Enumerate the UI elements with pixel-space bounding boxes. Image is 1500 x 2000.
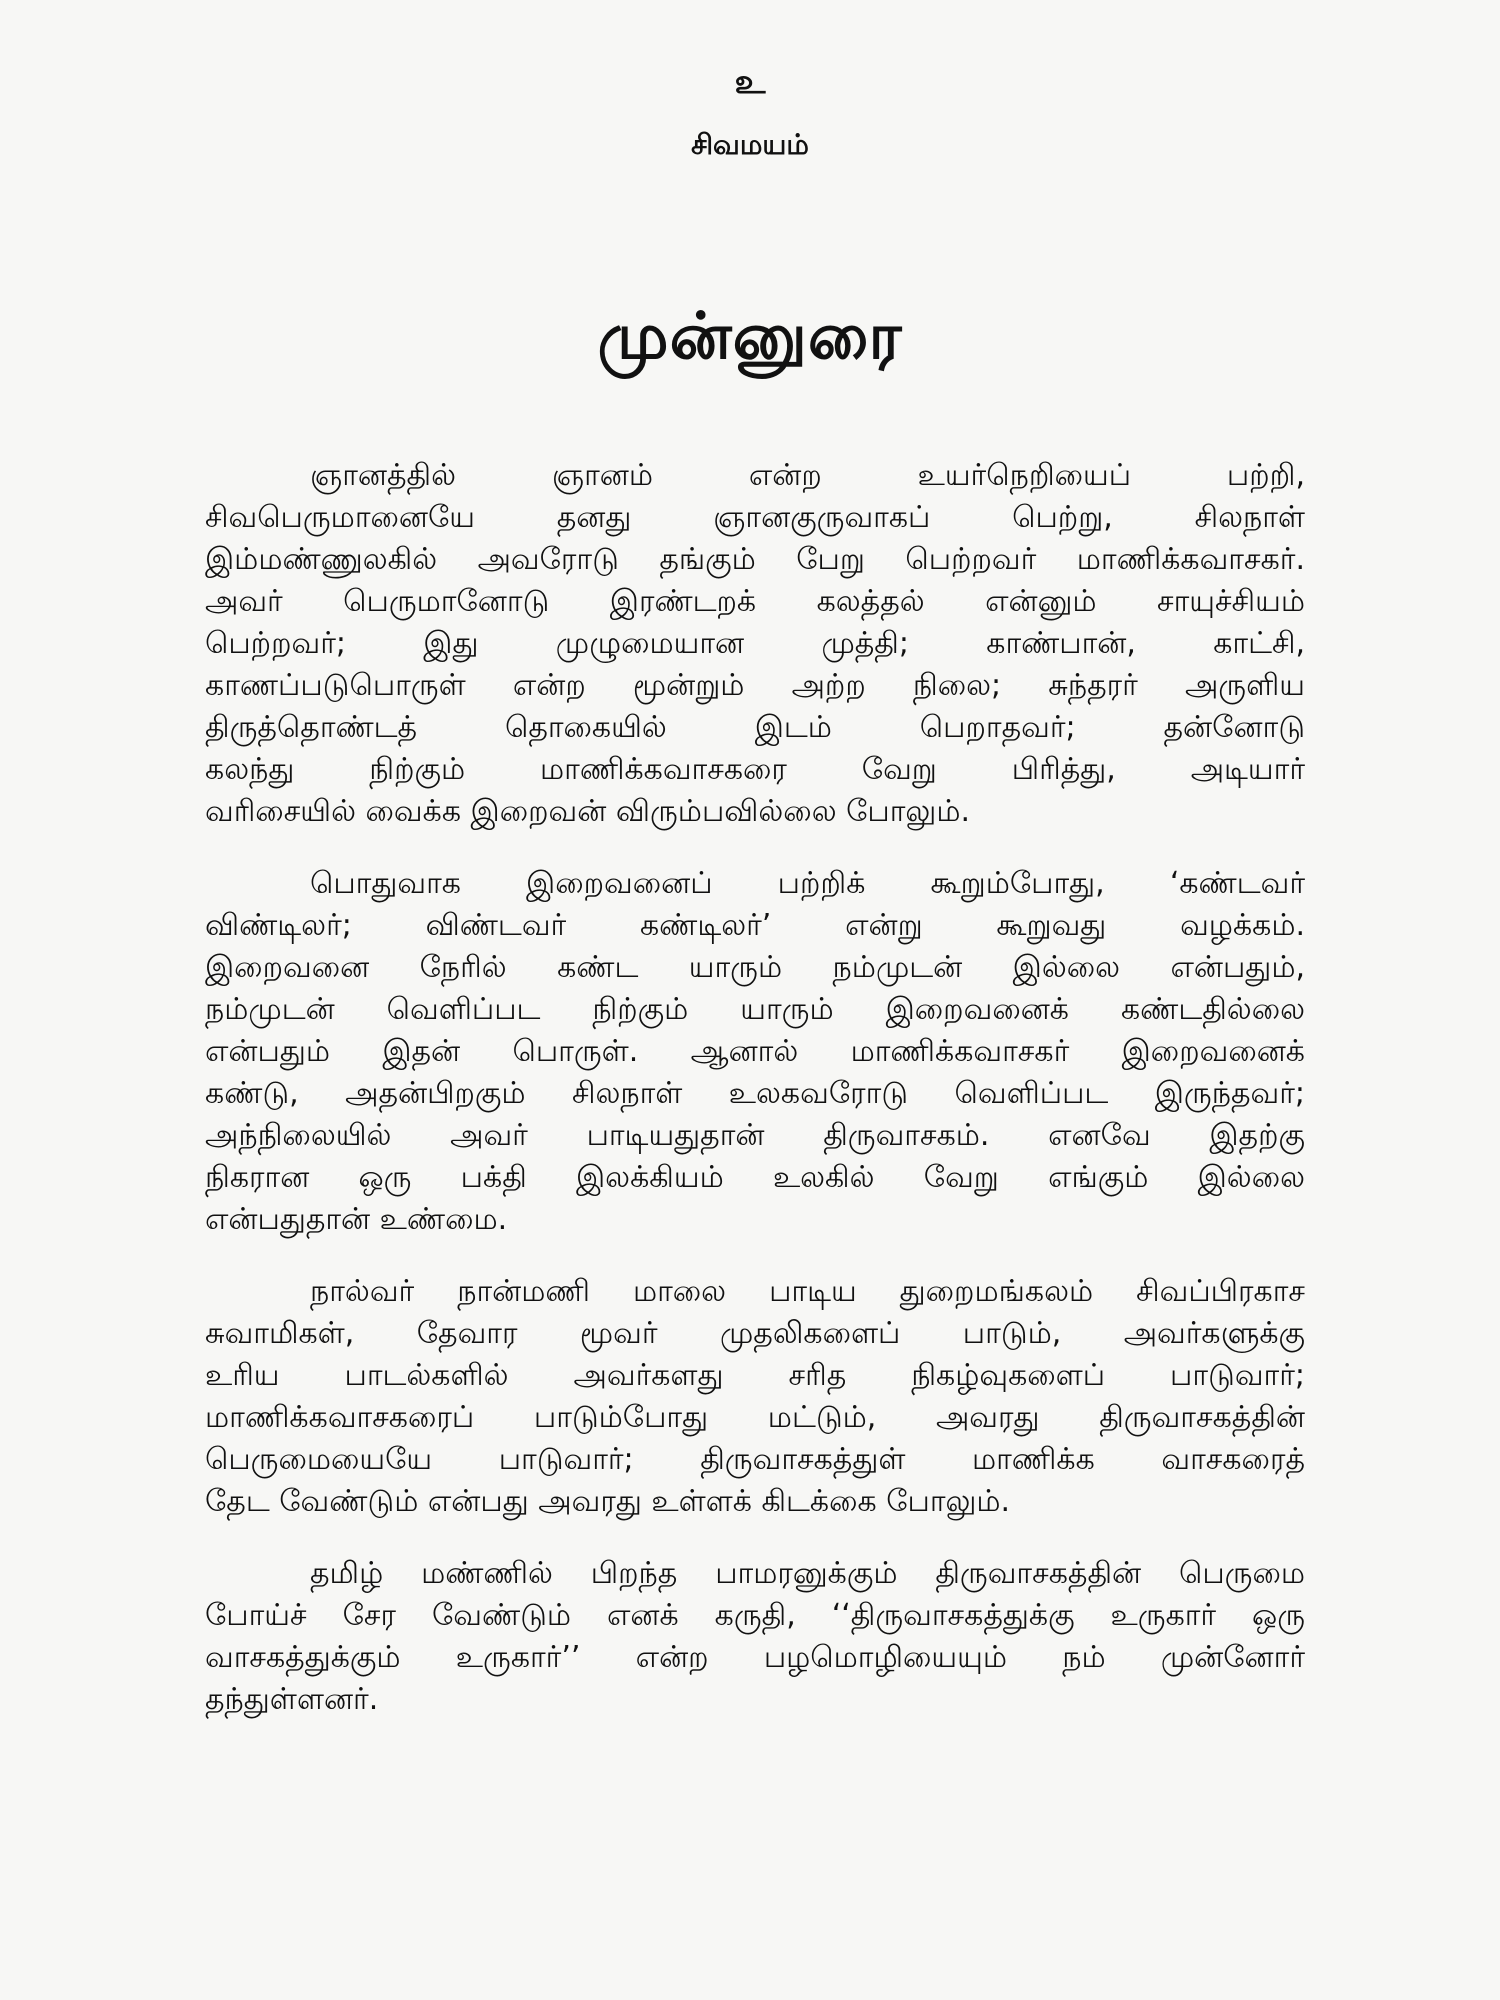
text-line: பெருமையையே பாடுவார்; திருவாசகத்துள் மாணிக்க வாசகரைத்: [205, 1442, 1305, 1477]
text-line: வரிசையில் வைக்க இறைவன் விரும்பவில்லை போலும்.: [205, 794, 971, 829]
text-line: வாசகத்துக்கும் உருகார்’’ என்ற பழமொழியையும் நம் முன்னோர்: [205, 1640, 1305, 1675]
page-number: உ: [734, 62, 766, 102]
text-line: தமிழ் மண்ணில் பிறந்த பாமரனுக்கும் திருவாசகத்தின் பெருமை: [310, 1556, 1305, 1591]
text-line: என்பதும் இதன் பொருள். ஆனால் மாணிக்கவாசகர் இறைவனைக்: [205, 1034, 1305, 1069]
text-line: போய்ச் சேர வேண்டும் எனக் கருதி, ‘‘திருவாசகத்துக்கு உருகார் ஒரு: [205, 1598, 1305, 1633]
text-line: சுவாமிகள், தேவார மூவர் முதலிகளைப் பாடும், அவர்களுக்கு: [205, 1316, 1305, 1351]
text-line: இம்மண்ணுலகில் அவரோடு தங்கும் பேறு பெற்றவர் மாணிக்கவாசகர்.: [205, 542, 1305, 577]
text-line: சிவபெருமானையே தனது ஞானகுருவாகப் பெற்று, சிலநாள்: [205, 500, 1305, 535]
text-line: நம்முடன் வெளிப்பட நிற்கும் யாரும் இறைவனைக் கண்டதில்லை: [205, 992, 1305, 1027]
text-line: திருத்தொண்டத் தொகையில் இடம் பெறாதவர்; தன்னோடு: [205, 710, 1305, 745]
text-line: நிகரான ஒரு பக்தி இலக்கியம் உலகில் வேறு எங்கும் இல்லை: [205, 1160, 1305, 1195]
text-line: பொதுவாக இறைவனைப் பற்றிக் கூறும்போது, ‘கண்டவர்: [310, 866, 1305, 901]
text-line: கலந்து நிற்கும் மாணிக்கவாசகரை வேறு பிரித்து, அடியார்: [205, 752, 1305, 787]
paragraph-2: [205, 863, 1305, 1241]
text-line: மாணிக்கவாசகரைப் பாடும்போது மட்டும், அவரது திருவாசகத்தின்: [205, 1400, 1305, 1435]
page-title: முன்னுரை: [597, 300, 903, 374]
text-line: தேட வேண்டும் என்பது அவரது உள்ளக் கிடக்கை போலும்.: [205, 1484, 1011, 1519]
text-line: பெற்றவர்; இது முழுமையான முத்தி; காண்பான், காட்சி,: [205, 626, 1305, 661]
text-line: தந்துள்ளனர்.: [205, 1682, 379, 1717]
text-line: விண்டிலர்; விண்டவர் கண்டிலர்’ என்று கூறுவது வழக்கம்.: [205, 908, 1305, 943]
paragraph-1: [205, 455, 1305, 833]
text-line: நால்வர் நான்மணி மாலை பாடிய துறைமங்கலம் சிவப்பிரகாச: [310, 1274, 1305, 1309]
paragraph-4: [205, 1553, 1305, 1721]
body-text: [205, 455, 1305, 1751]
invocation-heading: சிவமயம்: [691, 128, 809, 161]
text-line: இறைவனை நேரில் கண்ட யாரும் நம்முடன் இல்லை என்பதும்,: [205, 950, 1305, 985]
text-line: அந்நிலையில் அவர் பாடியதுதான் திருவாசகம். எனவே இதற்கு: [205, 1118, 1305, 1153]
text-line: கண்டு, அதன்பிறகும் சிலநாள் உலகவரோடு வெளிப்பட இருந்தவர்;: [205, 1076, 1305, 1111]
text-line: என்பதுதான் உண்மை.: [205, 1202, 508, 1237]
text-line: உரிய பாடல்களில் அவர்களது சரித நிகழ்வுகளைப் பாடுவார்;: [205, 1358, 1305, 1393]
paragraph-3: [205, 1271, 1305, 1523]
text-line: ஞானத்தில் ஞானம் என்ற உயர்நெறியைப் பற்றி,: [310, 458, 1305, 493]
text-line: அவர் பெருமானோடு இரண்டறக் கலத்தல் என்னும் சாயுச்சியம்: [205, 584, 1305, 619]
text-line: காணப்படுபொருள் என்ற மூன்றும் அற்ற நிலை; சுந்தரர் அருளிய: [205, 668, 1305, 703]
